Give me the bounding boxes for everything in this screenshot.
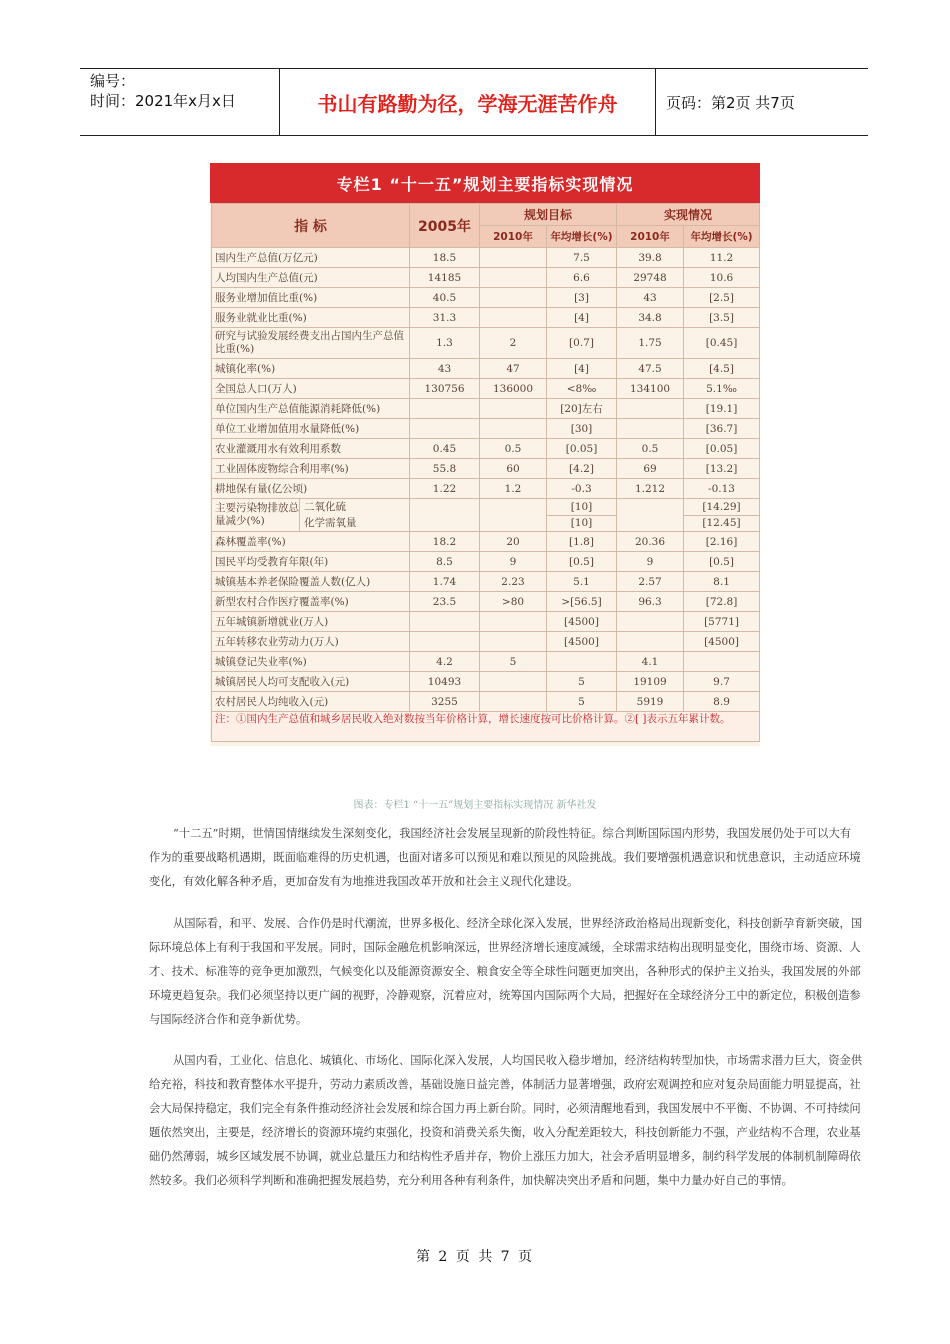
table-cell: [19.1] [684, 399, 760, 419]
table-cell [480, 308, 547, 328]
table-cell: 18.5 [410, 248, 480, 268]
table-cell: 5.1‰ [684, 379, 760, 399]
paragraph-2 [149, 912, 863, 1032]
table-cell: 7.5 [547, 248, 617, 268]
row-label: 国民平均受教育年限(年) [212, 552, 410, 572]
table-cell: 39.8 [617, 248, 684, 268]
table-cell: [1.8] [547, 532, 617, 552]
header-plan-growth: 年均增长(%) [547, 226, 617, 248]
table-row [212, 288, 760, 308]
pollutant-sub-so2: 二氧化硫 [304, 501, 346, 513]
table-cell: 1.2 [480, 479, 547, 499]
table-cell: -0.3 [547, 479, 617, 499]
table-row [212, 672, 760, 692]
table-cell: [20]左右 [547, 399, 617, 419]
table-row [212, 399, 760, 419]
table-cell: [0.05] [684, 439, 760, 459]
paragraph-line: 给充裕，科技和教育整体水平提升，劳动力素质改善，基础设施日益完善，体制活力显著增强，政府宏观调控和应对复杂局面能力明显提高，社 [149, 1078, 861, 1091]
table-cell: [4.5] [684, 359, 760, 379]
paragraph-line: 从国际看，和平、发展、合作仍是时代潮流，世界多极化、经济全球化深入发展，世界经济政治格局出现新变化，科技创新孕育新突破，国 [173, 917, 863, 930]
table-row [212, 328, 760, 359]
table-cell: 40.5 [410, 288, 480, 308]
paragraph-line: 然较多。我们必须科学判断和准确把握发展趋势，充分利用各种有利条件，加快解决突出矛盾和问题，集中力量办好自己的事情。 [149, 1174, 793, 1187]
table-cell: 31.3 [410, 308, 480, 328]
table-row [212, 612, 760, 632]
table-cell: [0.05] [547, 439, 617, 459]
table-cell: 1.74 [410, 572, 480, 592]
table-cell: 2.23 [480, 572, 547, 592]
table-row [212, 439, 760, 459]
table-cell [410, 399, 480, 419]
table-cell [480, 419, 547, 439]
table-cell: 0.5 [480, 439, 547, 459]
table-cell [410, 499, 480, 532]
table-row [212, 692, 760, 712]
table-cell: 8.1 [684, 572, 760, 592]
table-cell: [3] [547, 288, 617, 308]
table-cell: [4500] [547, 632, 617, 652]
table-row [212, 572, 760, 592]
header-actual-growth: 年均增长(%) [684, 226, 760, 248]
page-header [80, 68, 868, 136]
table-cell: 9 [480, 552, 547, 572]
table-cell [480, 672, 547, 692]
row-label: 城镇登记失业率(%) [212, 652, 410, 672]
table-cell: [72.8] [684, 592, 760, 612]
table-cell: 3255 [410, 692, 480, 712]
row-label: 城镇化率(%) [212, 359, 410, 379]
row-label: 服务业就业比重(%) [212, 308, 410, 328]
code-label: 编号： [90, 72, 136, 90]
table-cell: 19109 [617, 672, 684, 692]
table-cell: 5 [547, 692, 617, 712]
row-label: 城镇基本养老保险覆盖人数(亿人) [212, 572, 410, 592]
table-cell: 43 [410, 359, 480, 379]
table-cell: >[56.5] [547, 592, 617, 612]
table-cell: 23.5 [410, 592, 480, 612]
table-cell [617, 419, 684, 439]
table-cell: 130756 [410, 379, 480, 399]
table-row [212, 379, 760, 399]
table-cell: 1.212 [617, 479, 684, 499]
table-cell: [36.7] [684, 419, 760, 439]
page-footer: 第 2 页 共 7 页 [415, 1249, 535, 1265]
table-cell: 34.8 [617, 308, 684, 328]
indicator-table [211, 203, 760, 742]
paragraph-line: 础仍然薄弱，城乡区域发展不协调，就业总量压力和结构性矛盾并存，物价上涨压力加大，社会矛盾明显增多，制约科学发展的体制机制障碍依 [149, 1150, 861, 1163]
table-cell: 5 [480, 652, 547, 672]
table-cell: 2 [480, 328, 547, 359]
paragraph-line: 际环境总体上有利于我国和平发展。同时，国际金融危机影响深远，世界经济增长速度减缓，全球需求结构出现明显变化，围绕市场、资源、人 [149, 941, 861, 954]
table-cell: 6.6 [547, 268, 617, 288]
row-label: 单位国内生产总值能源消耗降低(%) [212, 399, 410, 419]
table-title: 专栏1 “十一五”规划主要指标实现情况 [210, 163, 760, 203]
table-cell: 47.5 [617, 359, 684, 379]
table-cell: [4] [547, 359, 617, 379]
table-cell: [2.16] [684, 532, 760, 552]
header-actual: 实现情况 [617, 204, 760, 226]
table-cell: 10.6 [684, 268, 760, 288]
table-cell: 136000 [480, 379, 547, 399]
table-cell [480, 692, 547, 712]
table-cell [480, 632, 547, 652]
table-row [212, 652, 760, 672]
table-row [212, 419, 760, 439]
header-2005: 2005年 [410, 204, 480, 248]
table-cell: 10493 [410, 672, 480, 692]
table-cell: 5919 [617, 692, 684, 712]
table-cell: [4500] [547, 612, 617, 632]
figure-caption: 图表：专栏1 “十一五”规划主要指标实现情况 新华社发 [353, 800, 597, 811]
table-cell: 0.5 [617, 439, 684, 459]
table-row [212, 632, 760, 652]
table-row [212, 592, 760, 612]
table-cell [684, 652, 760, 672]
table-cell: 55.8 [410, 459, 480, 479]
table-cell: 43 [617, 288, 684, 308]
row-label: 五年城镇新增就业(万人) [212, 612, 410, 632]
table-cell: 1.3 [410, 328, 480, 359]
table-cell: [2.5] [684, 288, 760, 308]
table-cell: 2.57 [617, 572, 684, 592]
table-cell: 47 [480, 359, 547, 379]
table-cell: 14185 [410, 268, 480, 288]
table-row [212, 359, 760, 379]
header-plan-2010: 2010年 [480, 226, 547, 248]
table-cell [480, 268, 547, 288]
table-cell [617, 612, 684, 632]
table-cell: [4.2] [547, 459, 617, 479]
table-cell: 134100 [617, 379, 684, 399]
paragraph-line: 题依然突出，主要是，经济增长的资源环境约束强化，投资和消费关系失衡，收入分配差距较大，科技创新能力不强，产业结构不合理，农业基 [149, 1126, 861, 1139]
table-cell [617, 632, 684, 652]
table-cell: >80 [480, 592, 547, 612]
table-cell: [13.2] [684, 459, 760, 479]
table-row [212, 268, 760, 288]
table-cell [480, 612, 547, 632]
pollutant-label [212, 499, 410, 532]
table-cell: 4.2 [410, 652, 480, 672]
paragraph-line: “十二五”时期，世情国情继续发生深刻变化，我国经济社会发展呈现新的阶段性特征。综合判断国际国内形势，我国发展仍处于可以大有 [173, 827, 852, 840]
table-cell [410, 419, 480, 439]
pollutant-sub-cod: 化学需氧量 [304, 517, 357, 529]
row-label: 农业灌溉用水有效利用系数 [212, 439, 410, 459]
paragraph-line: 会大局保持稳定，我们完全有条件推动经济社会发展和综合国力再上新台阶。同时，必须清醒地看到，我国发展中不平衡、不协调、不可持续问 [149, 1102, 861, 1115]
row-label: 服务业增加值比重(%) [212, 288, 410, 308]
header-indicator: 指 标 [212, 204, 410, 248]
table-row [212, 459, 760, 479]
table-cell [410, 612, 480, 632]
paragraph-line: 与国际经济合作和竞争新优势。 [149, 1013, 308, 1026]
page-number-label: 页码：第2页 共7页 [666, 93, 795, 112]
table-cell: 11.2 [684, 248, 760, 268]
table-cell: 1.75 [617, 328, 684, 359]
table-cell: [0.5] [547, 552, 617, 572]
paragraph-line: 作为的重要战略机遇期，既面临难得的历史机遇，也面对诸多可以预见和难以预见的风险挑战。我们要增强机遇意识和忧患意识，主动适应环境 [149, 851, 861, 864]
row-label: 全国总人口(万人) [212, 379, 410, 399]
table-cell: [0.45] [684, 328, 760, 359]
header-motto: 书山有路勤为径，学海无涯苦作舟 [280, 69, 656, 135]
table-row [212, 532, 760, 552]
header-plan: 规划目标 [480, 204, 617, 226]
table-cell: [30] [547, 419, 617, 439]
paragraph-line: 环境更趋复杂。我们必须坚持以更广阔的视野，冷静观察，沉着应对，统筹国内国际两个大局，把握好在全球经济分工中的新定位，积极创造参 [149, 989, 861, 1002]
table-cell: 8.5 [410, 552, 480, 572]
table-row [212, 479, 760, 499]
table-cell: <8‰ [547, 379, 617, 399]
table-cell [480, 288, 547, 308]
table-note: 注：①国内生产总值和城乡居民收入绝对数按当年价格计算，增长速度按可比价格计算。②[ ]表示五年累计数。 [212, 712, 760, 742]
table-cell: [4] [547, 308, 617, 328]
table-cell: 5.1 [547, 572, 617, 592]
table-cell [480, 499, 547, 532]
row-label: 新型农村合作医疗覆盖率(%) [212, 592, 410, 612]
row-label: 单位工业增加值用水量降低(%) [212, 419, 410, 439]
table-cell: 69 [617, 459, 684, 479]
table-cell [617, 499, 684, 532]
row-label: 研究与试验发展经费支出占国内生产总值比重(%) [212, 328, 410, 359]
pollutant-label-text: 主要污染物排放总量减少(%) [215, 502, 299, 527]
row-label: 工业固体废物综合利用率(%) [212, 459, 410, 479]
table-cell: -0.13 [684, 479, 760, 499]
table-cell [547, 652, 617, 672]
table-cell [410, 632, 480, 652]
table-cell: 60 [480, 459, 547, 479]
row-label: 农村居民人均纯收入(元) [212, 692, 410, 712]
table-cell: 1.22 [410, 479, 480, 499]
row-label: 国内生产总值(万亿元) [212, 248, 410, 268]
row-label: 五年转移农业劳动力(万人) [212, 632, 410, 652]
table-cell: 96.3 [617, 592, 684, 612]
header-actual-2010: 2010年 [617, 226, 684, 248]
table-cell [480, 399, 547, 419]
table-cell: [12.45] [684, 515, 760, 532]
table-cell: 4.1 [617, 652, 684, 672]
table-cell: 9.7 [684, 672, 760, 692]
table-cell: 20 [480, 532, 547, 552]
time-label: 时间：2021年x月x日 [90, 92, 236, 110]
table-cell: 8.9 [684, 692, 760, 712]
paragraph-line: 从国内看，工业化、信息化、城镇化、市场化、国际化深入发展，人均国民收入稳步增加，经济结构转型加快，市场需求潜力巨大，资金供 [173, 1054, 863, 1067]
table-cell: [0.5] [684, 552, 760, 572]
row-label: 人均国内生产总值(元) [212, 268, 410, 288]
paragraph-line: 才、技术、标准等的竞争更加激烈，气候变化以及能源资源安全、粮食安全等全球性问题更加突出，各种形式的保护主义抬头，我国发展的外部 [149, 965, 861, 978]
table-row [212, 308, 760, 328]
table-cell: [10] [547, 499, 617, 516]
paragraph-1 [149, 822, 861, 894]
table-cell: [3.5] [684, 308, 760, 328]
table-cell: 29748 [617, 268, 684, 288]
row-label: 森林覆盖率(%) [212, 532, 410, 552]
table-cell: 20.36 [617, 532, 684, 552]
indicator-table-figure [210, 163, 760, 746]
table-cell: 9 [617, 552, 684, 572]
table-cell [617, 399, 684, 419]
table-cell [480, 248, 547, 268]
table-cell: 5 [547, 672, 617, 692]
row-label: 城镇居民人均可支配收入(元) [212, 672, 410, 692]
table-row [212, 248, 760, 268]
paragraph-line: 变化，有效化解各种矛盾，更加奋发有为地推进我国改革开放和社会主义现代化建设。 [149, 875, 579, 888]
table-cell: [10] [547, 515, 617, 532]
table-row [212, 552, 760, 572]
paragraph-3 [149, 1049, 863, 1193]
header-meta [80, 69, 280, 135]
table-cell: [14.29] [684, 499, 760, 516]
table-cell: [4500] [684, 632, 760, 652]
table-cell: 18.2 [410, 532, 480, 552]
table-cell: [5771] [684, 612, 760, 632]
table-cell: 0.45 [410, 439, 480, 459]
row-label: 耕地保有量(亿公顷) [212, 479, 410, 499]
table-cell: [0.7] [547, 328, 617, 359]
